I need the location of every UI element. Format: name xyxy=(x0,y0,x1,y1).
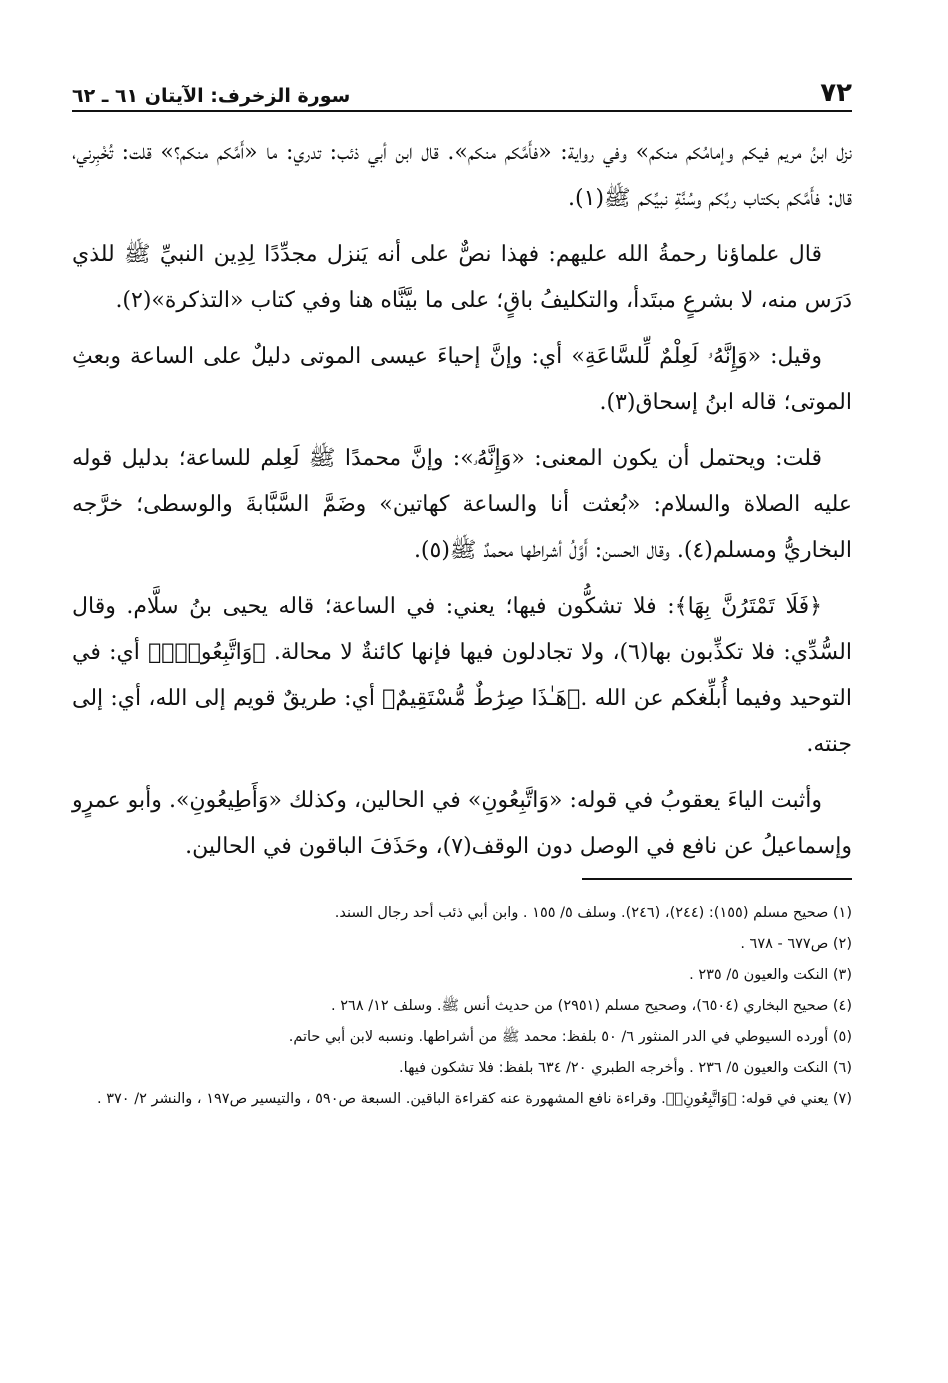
footnote-3: (٣) النكت والعيون ٥/ ٢٣٥ . xyxy=(689,967,852,983)
footnote-2: (٢) ص٦٧٧ - ٦٧٨ . xyxy=(740,936,852,952)
paragraph-6: وأثبت الياءَ يعقوبُ في قوله: «وَاتَّبِعُونِ» في الحالين، وكذلك «وَأَطِيعُونِ». وأبو عمرٍو وإسماعيلُ عن نافع في الوصل دون الوقف(٧)، وحَذَفَ الباقون في الحالين. xyxy=(72,788,852,859)
footnote-4: (٤) صحيح البخاري (٦٥٠٤)، وصحيح مسلم (٢٩٥١) من حديث أنس ﷺ. وسلف ١٢/ ٢٦٨ . xyxy=(331,998,852,1014)
page-number: ٧٢ xyxy=(820,78,852,108)
footnotes xyxy=(72,898,852,1115)
footnote-7: (٧) يعني في قوله: ﴿وَاتَّبِعُونِۚ﴾. وقراءة نافع المشهورة عنه كقراءة الباقين. السبعة ص٥٩٠ ، والتيسير ص١٩٧ ، والنشر ٢/ ٣٧٠ . xyxy=(97,1091,852,1107)
main-text xyxy=(72,130,852,870)
footnote-separator xyxy=(582,878,852,880)
footnote-5: (٥) أورده السيوطي في الدر المنثور ٦/ ٥٠ بلفظ: محمد ﷺ من أشراطها. ونسبه لابن أبي حاتم. xyxy=(288,1029,852,1045)
running-title: سورة الزخرف: الآيتان ٦١ ـ ٦٢ xyxy=(72,85,351,107)
paragraph-4: قلت: ويحتمل أن يكون المعنى: «وَإِنَّهُۥ»: وإنَّ محمدًا ﷺ لَعِلم للساعة؛ بدليل قوله عليه الصلاة والسلام: «بُعثت أنا والساعة كهاتين» وضَمَّ السَّبَّابةَ والوسطى؛ خرَّجه البخاريُّ ومسلم(٤). وقال الحسن: أَوَّلُ أشراطها محمدٌ ﷺ(٥). xyxy=(72,446,852,563)
paragraph-1: نزل ابنُ مريم فيكم وإمامُكم منكم» وفي رواية: «فأَمَّكم منكم». قال ابن أبي ذئب: تدري: ما «أَمَّكم منكم؟» قلت: تُخْبِرني، قال: فأَمَّكم بكتاب ربِّكم وسُنَّةِ نبيِّكم ﷺ(١). xyxy=(72,140,852,211)
paragraph-3: وقيل: «وَإِنَّهُۥ لَعِلْمٌ لِّلسَّاعَةِ» أي: وإنَّ إحياءَ عيسى الموتى دليلٌ على الساعة وبعثِ الموتى؛ قاله ابنُ إسحاق(٣). xyxy=(72,344,852,415)
page-header xyxy=(72,66,852,112)
footnote-6: (٦) النكت والعيون ٥/ ٢٣٦ . وأخرجه الطبري ٢٠/ ٦٣٤ بلفظ: فلا تشكون فيها. xyxy=(399,1060,852,1076)
paragraph-2: قال علماؤنا رحمةُ الله عليهم: فهذا نصٌّ على أنه يَنزل مجدِّدًا لِدِين النبيِّ ﷺ للذي دَرَس منه، لا بشرعٍ مبتَدأ، والتكليفُ باقٍ؛ على ما بيَّنَّاه هنا وفي كتاب «التذكرة»(٢). xyxy=(72,242,852,313)
book-page xyxy=(72,66,852,1115)
footnote-1: (١) صحيح مسلم (١٥٥): (٢٤٤)، (٢٤٦). وسلف ٥/ ١٥٥ . وابن أبي ذئب أحد رجال السند. xyxy=(334,905,852,921)
paragraph-5: ﴿فَلَا تَمْتَرُنَّ بِهَا﴾: فلا تشكُّون فيها؛ يعني: في الساعة؛ قاله يحيى بنُ سلَّام. وقال السُّدِّي: فلا تكذِّبون بها(٦)، ولا تجادلون فيها فإنها كائنةٌ لا محالة. ﴿وَاتَّبِعُونِۚ﴾ أي: في التوحيد وفيما أُبلِّغكم عن الله .﴿هَـٰذَا صِرَٰطٌ مُّسْتَقِيمٌ﴾ أي: طريقٌ قويم إلى الله، أي: إلى جنته. xyxy=(72,594,852,757)
